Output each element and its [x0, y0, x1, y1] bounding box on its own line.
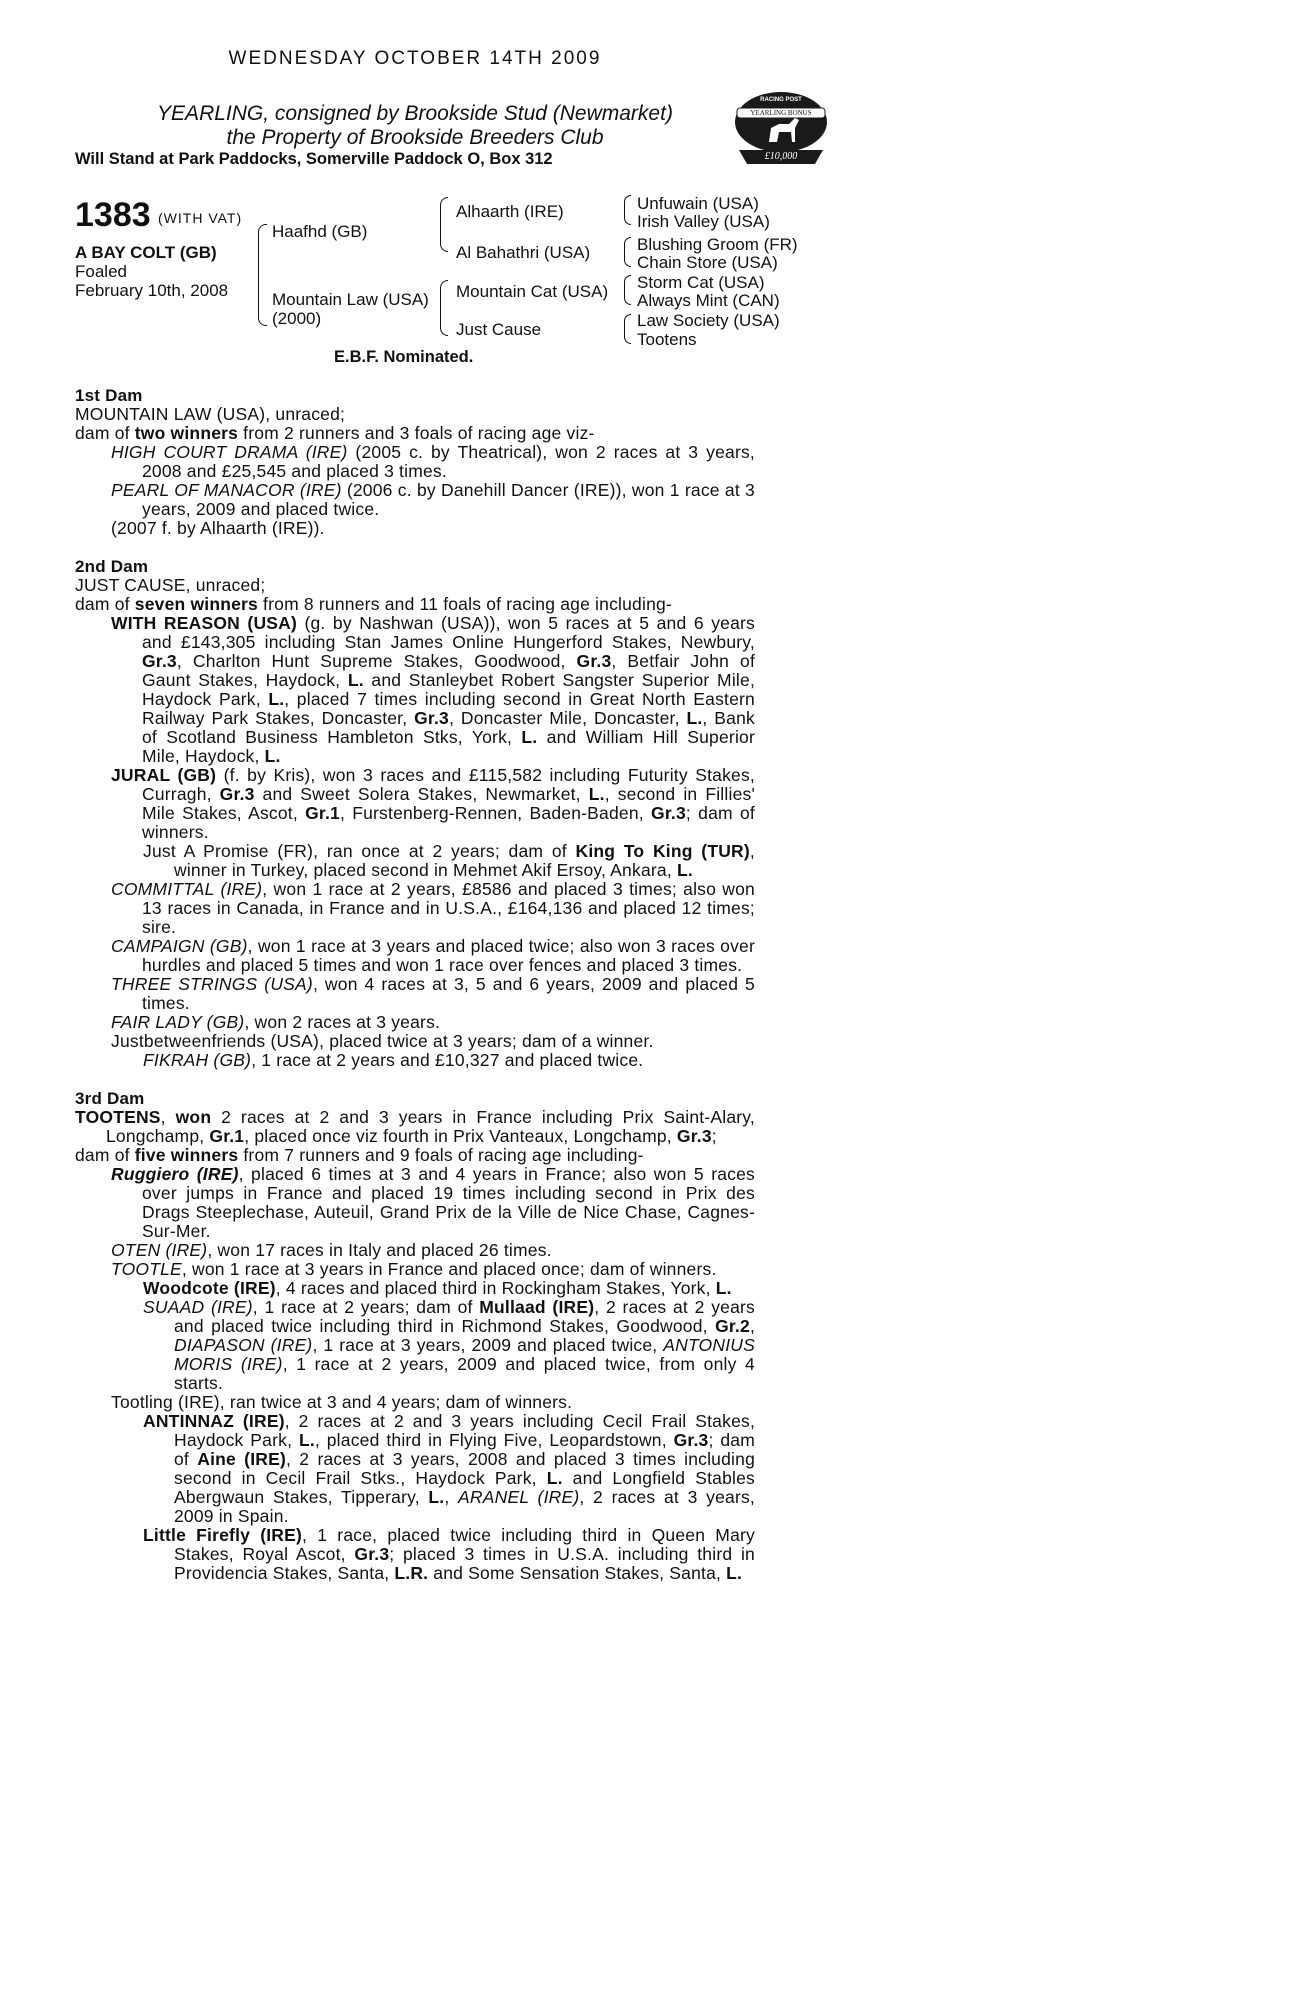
progeny-entry: (2007 f. by Alhaarth (IRE)). — [111, 518, 325, 538]
pedigree-sire: Haafhd (GB) — [272, 222, 368, 241]
progeny-entry: PEARL OF MANACOR (IRE) (2006 c. by Danehill Dancer (IRE)), won 1 race at 3 years, 2009 and placed twice. — [111, 480, 755, 519]
consignor-line: YEARLING, consigned by Brookside Stud (Newmarket) — [157, 102, 673, 125]
pedigree-brace — [624, 314, 631, 344]
pedigree-dss: Storm Cat (USA) — [637, 273, 765, 292]
property-line: the Property of Brookside Breeders Club — [226, 126, 604, 149]
ebf-nominated: E.B.F. Nominated. — [334, 348, 474, 366]
second-dam-heading: 2nd Dam — [75, 557, 149, 576]
progeny-entry: Just A Promise (FR), ran once at 2 years; dam of King To King (TUR), winner in Turkey, placed second in Mehmet Akif Ersoy, Ankara, L. — [143, 841, 755, 880]
progeny-entry: Little Firefly (IRE), 1 race, placed twice including third in Queen Mary Stakes, Royal Ascot, Gr.3; placed 3 times in U.S.A. including third in Providencia Stakes, Santa, L.R. and Some Sensation Stakes, Santa, L. — [143, 1525, 755, 1583]
pedigree-dam-year: (2000) — [272, 309, 322, 328]
pedigree-brace — [624, 275, 631, 305]
catalogue-body — [75, 386, 755, 1583]
progeny-entry: Tootling (IRE), ran twice at 3 and 4 years; dam of winners. — [111, 1392, 573, 1412]
pedigree-brace — [440, 197, 448, 252]
pedigree-dam-dam: Just Cause — [456, 320, 542, 339]
pedigree-ssd: Irish Valley (USA) — [637, 212, 770, 231]
third-dam-heading: 3rd Dam — [75, 1089, 145, 1108]
progeny-entry: TOOTLE, won 1 race at 3 years in France and placed once; dam of winners. — [111, 1259, 717, 1279]
pedigree-dds: Law Society (USA) — [637, 311, 780, 330]
progeny-entry: JURAL (GB) (f. by Kris), won 3 races and £115,582 including Futurity Stakes, Curragh, Gr.3 and Sweet Solera Stakes, Newmarket, L., second in Fillies' Mile Stakes, Ascot, Gr.1, Furstenberg-Rennen, Baden-Baden, Gr.3; dam of winners. — [111, 765, 755, 842]
progeny-entry: Justbetweenfriends (USA), placed twice at 3 years; dam of a winner. — [111, 1031, 654, 1051]
pedigree-dam: Mountain Law (USA) — [272, 290, 429, 309]
progeny-entry: WITH REASON (USA) (g. by Nashwan (USA)), won 5 races at 5 and 6 years and £143,305 including Stan James Online Hungerford Stakes, Newbury, Gr.3, Charlton Hunt Supreme Stakes, Goodwood, Gr.3, Betfair John of Gaunt Stakes, Haydock, L. and Stanleybet Robert Sangster Superior Mile, Haydock Park, L., placed 7 times including second in Great North Eastern Railway Park Stakes, Doncaster, Gr.3, Doncaster Mile, Doncaster, L., Bank of Scotland Business Hambleton Stks, York, L. and William Hill Superior Mile, Haydock, L. — [111, 613, 756, 766]
badge-top-text: RACING POST — [760, 97, 802, 103]
second-dam-summary: dam of seven winners from 8 runners and 11 foals of racing age including- — [75, 594, 672, 614]
pedigree-sss: Unfuwain (USA) — [637, 194, 759, 213]
pedigree-brace — [258, 224, 267, 326]
sale-date: WEDNESDAY OCTOBER 14TH 2009 — [228, 48, 602, 69]
first-dam-heading: 1st Dam — [75, 386, 143, 405]
progeny-entry: SUAAD (IRE), 1 race at 2 years; dam of Mullaad (IRE), 2 races at 2 years and placed twice including third in Richmond Stakes, Goodwood, Gr.2, DIAPASON (IRE), 1 race at 3 years, 2009 and placed twice, ANTONIUS MORIS (IRE), 1 race at 2 years, 2009 and placed twice, from only 4 starts. — [143, 1297, 755, 1393]
second-dam-line: JUST CAUSE, unraced; — [75, 575, 266, 595]
progeny-entry: FAIR LADY (GB), won 2 races at 3 years. — [111, 1012, 441, 1032]
pedigree-sire-sire: Alhaarth (IRE) — [456, 202, 564, 221]
badge-amount: £10,000 — [764, 151, 798, 162]
progeny-entry: ANTINNAZ (IRE), 2 races at 2 and 3 years including Cecil Frail Stakes, Haydock Park, L., placed third in Flying Five, Leopardstown, Gr.3; dam of Aine (IRE), 2 races at 3 years, 2008 and placed 3 times including second in Cecil Frail Stks., Haydock Park, L. and Longfield Stables Abergwaun Stakes, Tipperary, L., ARANEL (IRE), 2 races at 3 years, 2009 in Spain. — [143, 1411, 756, 1526]
pedigree-sds: Blushing Groom (FR) — [637, 235, 798, 254]
foaled-label: Foaled — [75, 262, 127, 281]
first-dam-summary: dam of two winners from 2 runners and 3 foals of racing age viz- — [75, 423, 595, 443]
pedigree-sire-dam: Al Bahathri (USA) — [456, 243, 591, 262]
progeny-entry: COMMITTAL (IRE), won 1 race at 2 years, £8586 and placed 3 times; also won 13 races in Canada, in France and in U.S.A., £164,136 and placed 12 times; sire. — [111, 879, 755, 937]
progeny-entry: Ruggiero (IRE), placed 6 times at 3 and 4 years in France; also won 5 races over jumps in France and placed 19 times including second in Prix des Drags Steeplechase, Auteuil, Grand Prix de la Ville de Nice Chase, Cagnes-Sur-Mer. — [111, 1164, 755, 1241]
pedigree-ddd: Tootens — [637, 330, 697, 349]
third-dam-line: TOOTENS, won 2 races at 2 and 3 years in France including Prix Saint-Alary, Longchamp, Gr.1, placed once viz fourth in Prix Vanteaux, Longchamp, Gr.3; — [75, 1107, 755, 1146]
first-dam-line: MOUNTAIN LAW (USA), unraced; — [75, 404, 346, 424]
badge-mid-text: YEARLING BONUS — [750, 109, 812, 117]
third-dam-summary: dam of five winners from 7 runners and 9 foals of racing age including- — [75, 1145, 644, 1165]
lot-title: A BAY COLT (GB) — [75, 243, 217, 262]
pedigree-dam-sire: Mountain Cat (USA) — [456, 282, 609, 301]
progeny-entry: OTEN (IRE), won 17 races in Italy and placed 26 times. — [111, 1240, 552, 1260]
foaled-date: February 10th, 2008 — [75, 281, 229, 300]
pedigree-dsd: Always Mint (CAN) — [637, 291, 780, 310]
pedigree-brace — [624, 195, 631, 225]
progeny-entry: CAMPAIGN (GB), won 1 race at 3 years and placed twice; also won 3 races over hurdles and placed 5 times and won 1 race over fences and placed 3 times. — [111, 936, 755, 975]
lot-vat: (WITH VAT) — [158, 210, 243, 226]
stand-line: Will Stand at Park Paddocks, Somerville Paddock O, Box 312 — [75, 150, 553, 168]
yearling-bonus-badge — [733, 92, 829, 166]
progeny-entry: THREE STRINGS (USA), won 4 races at 3, 5 and 6 years, 2009 and placed 5 times. — [111, 974, 755, 1013]
pedigree-brace — [624, 237, 631, 267]
progeny-entry: HIGH COURT DRAMA (IRE) (2005 c. by Theatrical), won 2 races at 3 years, 2008 and £25,545 and placed 3 times. — [111, 442, 755, 481]
progeny-entry: Woodcote (IRE), 4 races and placed third in Rockingham Stakes, York, L. — [143, 1278, 732, 1298]
pedigree-sdd: Chain Store (USA) — [637, 253, 778, 272]
pedigree-brace — [440, 280, 448, 336]
lot-number: 1383 — [75, 196, 151, 234]
progeny-entry: FIKRAH (GB), 1 race at 2 years and £10,327 and placed twice. — [143, 1050, 644, 1070]
